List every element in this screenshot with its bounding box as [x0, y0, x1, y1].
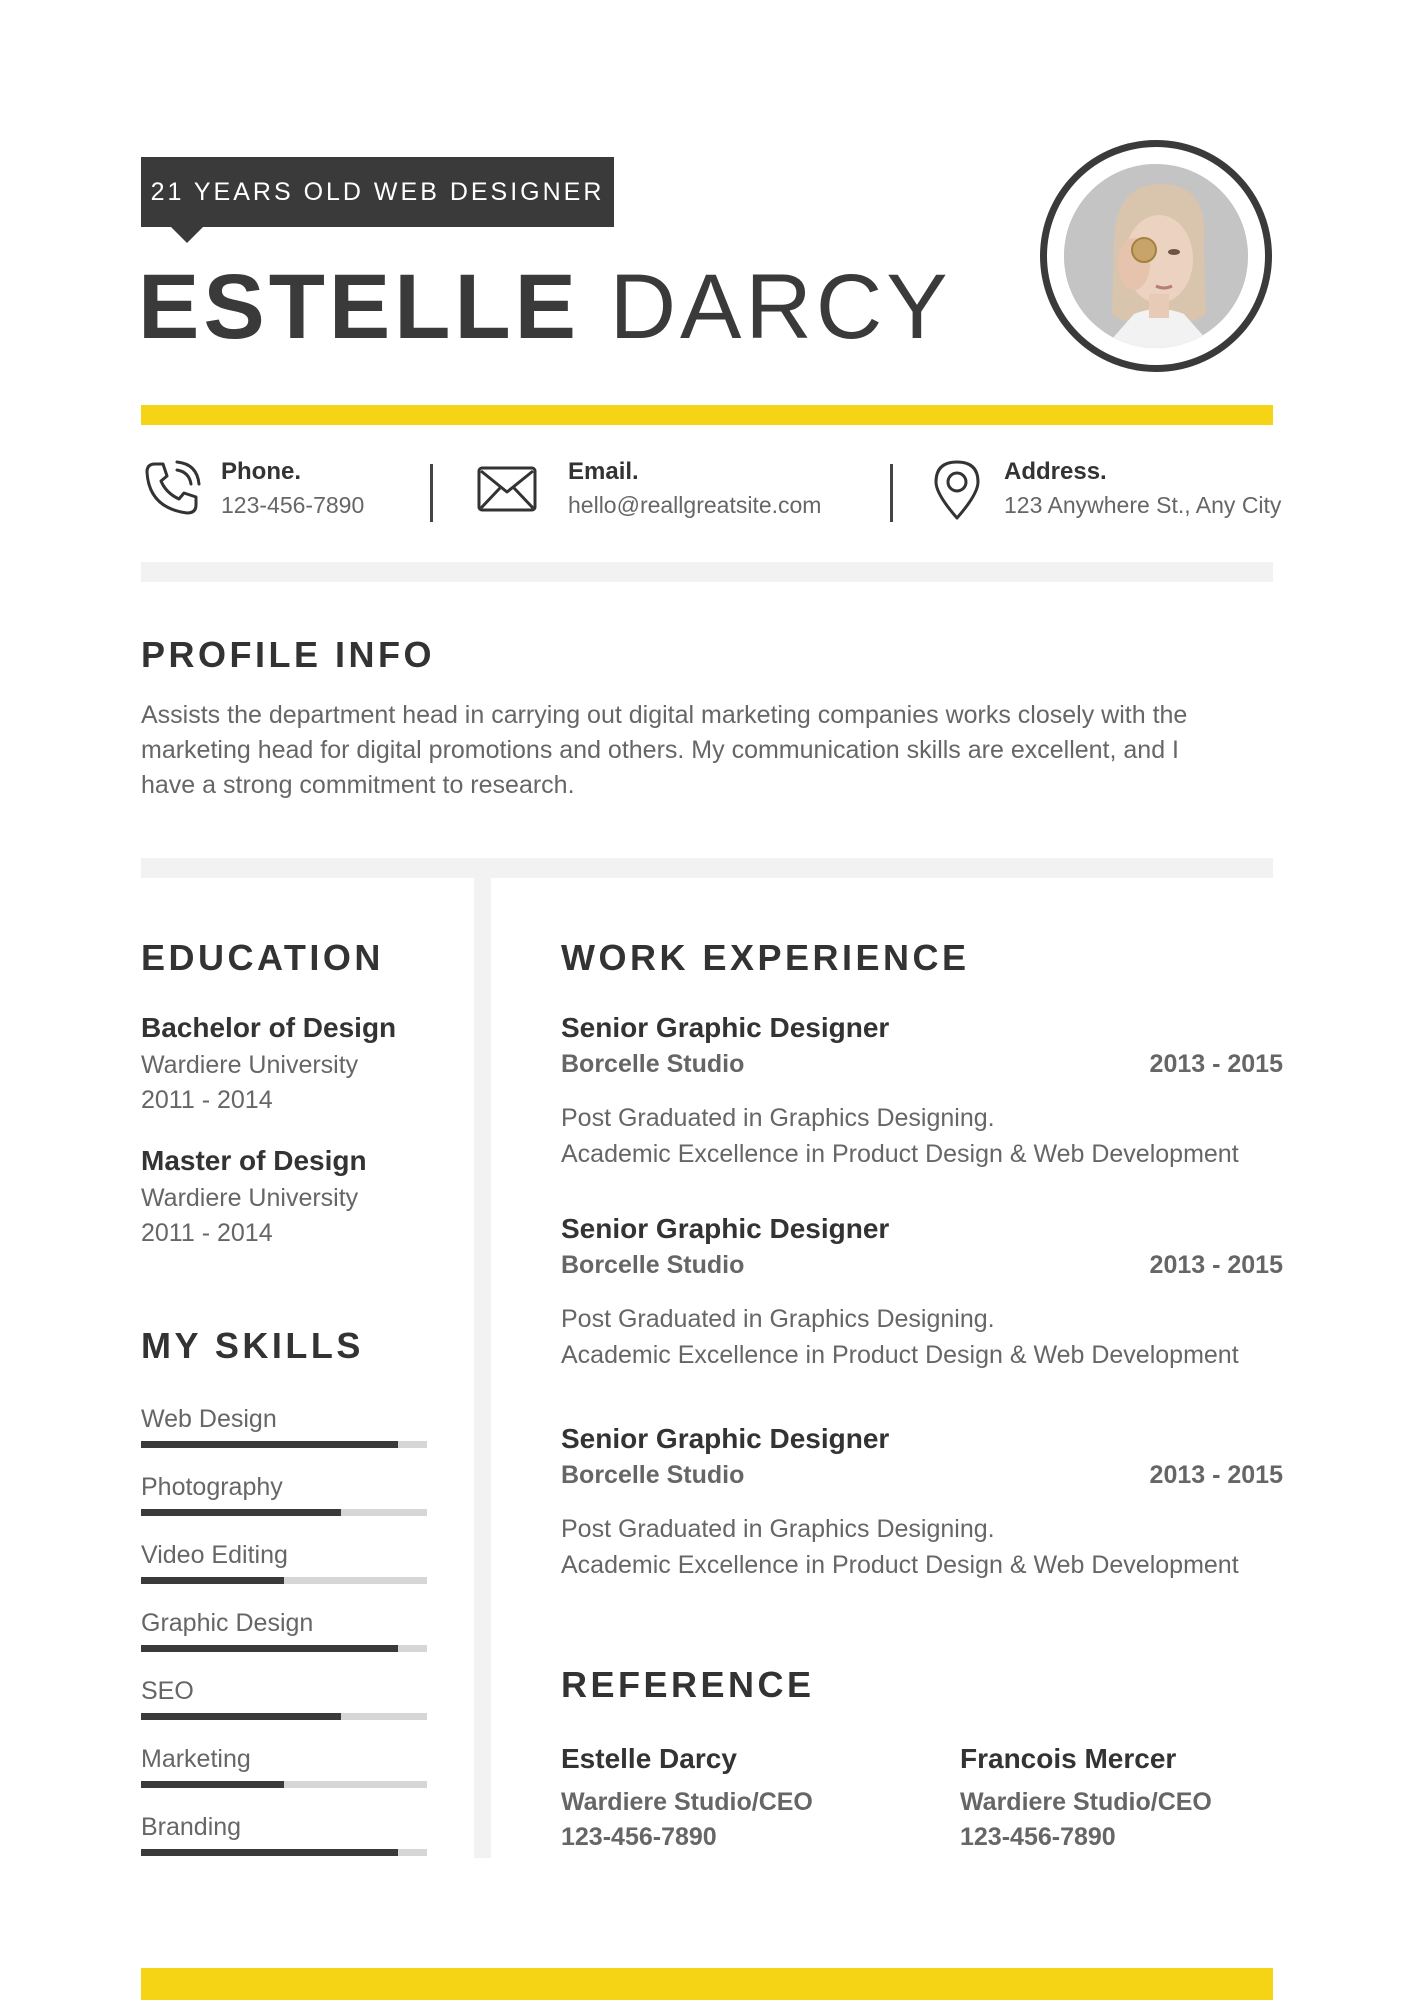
skill-bar-fill: [141, 1713, 341, 1720]
skill-item: [141, 1541, 427, 1584]
education-item: [141, 1012, 396, 1118]
job-description-line: Post Graduated in Graphics Designing.: [561, 1515, 995, 1543]
phone-value: 123-456-7890: [221, 492, 365, 518]
email-value: hello@reallgreatsite.com: [568, 492, 822, 518]
skill-bar: [141, 1509, 427, 1516]
job-company: Borcelle Studio: [561, 1050, 745, 1078]
reference-phone: 123-456-7890: [561, 1823, 717, 1851]
reference-title: REFERENCE: [561, 1664, 815, 1705]
education-title: EDUCATION: [141, 937, 384, 978]
location-pin-icon: [926, 458, 988, 520]
footer-accent-bar: [141, 1968, 1273, 2000]
job-description-line: Academic Excellence in Product Design & Web Development: [561, 1551, 1239, 1579]
job-title: Senior Graphic Designer: [561, 1423, 890, 1454]
job-company: Borcelle Studio: [561, 1251, 745, 1279]
profile-line: Assists the department head in carrying out digital marketing companies works closely with the: [141, 701, 1188, 729]
skill-item: [141, 1677, 427, 1720]
job-description-line: Academic Excellence in Product Design & Web Development: [561, 1341, 1239, 1369]
job-title: Senior Graphic Designer: [561, 1012, 890, 1043]
job-description-line: Academic Excellence in Product Design & Web Development: [561, 1140, 1239, 1168]
education-years: 2011 - 2014: [141, 1086, 273, 1114]
title-tag-pointer: [170, 226, 204, 243]
phone-icon: [141, 458, 203, 520]
skill-bar: [141, 1441, 427, 1448]
contact-phone: [141, 458, 441, 528]
last-name: DARCY: [609, 256, 952, 358]
job-company: Borcelle Studio: [561, 1461, 745, 1489]
skill-item: [141, 1609, 427, 1652]
skill-bar: [141, 1645, 427, 1652]
skill-bar-fill: [141, 1509, 341, 1516]
header-accent-bar: [141, 405, 1273, 425]
skill-bar-fill: [141, 1645, 398, 1652]
skill-bar-fill: [141, 1781, 284, 1788]
skill-item: [141, 1813, 427, 1856]
work-item: [561, 1423, 1283, 1583]
first-name: ESTELLE: [138, 256, 581, 358]
contact-divider: [890, 464, 893, 522]
skill-bar-fill: [141, 1849, 398, 1856]
profile-photo-frame: [1040, 140, 1272, 372]
profile-title: PROFILE INFO: [141, 634, 435, 675]
job-years: 2013 - 2015: [1149, 1461, 1283, 1489]
address-label: Address.: [1004, 458, 1107, 485]
skill-label: Web Design: [141, 1405, 277, 1433]
education-school: Wardiere University: [141, 1184, 359, 1212]
reference-item: [561, 1743, 813, 1855]
skill-label: SEO: [141, 1677, 194, 1705]
address-value: 123 Anywhere St., Any City: [1004, 492, 1282, 518]
skill-label: Video Editing: [141, 1541, 288, 1569]
work-title: WORK EXPERIENCE: [561, 937, 970, 978]
reference-item: [960, 1743, 1212, 1855]
education-degree: Master of Design: [141, 1145, 367, 1176]
job-years: 2013 - 2015: [1149, 1251, 1283, 1279]
title-tag: [141, 157, 614, 227]
job-description-line: Post Graduated in Graphics Designing.: [561, 1305, 995, 1333]
skill-bar-fill: [141, 1577, 284, 1584]
skill-bar: [141, 1713, 427, 1720]
job-title: Senior Graphic Designer: [561, 1213, 890, 1244]
work-item: [561, 1012, 1283, 1172]
profile-line: have a strong commitment to research.: [141, 771, 575, 799]
education-degree: Bachelor of Design: [141, 1012, 397, 1043]
skills-title: MY SKILLS: [141, 1325, 364, 1366]
reference-name: Estelle Darcy: [561, 1743, 737, 1774]
skill-bar: [141, 1577, 427, 1584]
skill-label: Branding: [141, 1813, 242, 1841]
skill-item: [141, 1473, 427, 1516]
profile-photo: [1064, 164, 1248, 348]
contact-divider: [430, 464, 433, 522]
skill-label: Photography: [141, 1473, 283, 1501]
profile-text: [141, 698, 1281, 803]
education-years: 2011 - 2014: [141, 1219, 273, 1247]
profile-line: marketing head for digital promotions and others. My communication skills are excellent, and I: [141, 736, 1180, 764]
contact-address: [926, 458, 1286, 528]
job-description-line: Post Graduated in Graphics Designing.: [561, 1104, 995, 1132]
contact-email: [476, 458, 876, 528]
title-tag-text: 21 YEARS OLD WEB DESIGNER: [150, 177, 605, 206]
skill-bar: [141, 1781, 427, 1788]
phone-label: Phone.: [221, 458, 302, 485]
skill-bar-fill: [141, 1441, 398, 1448]
skill-item: [141, 1745, 427, 1788]
skill-item: [141, 1405, 427, 1448]
reference-name: Francois Mercer: [960, 1743, 1177, 1774]
skill-label: Marketing: [141, 1745, 251, 1773]
skill-bar: [141, 1849, 427, 1856]
education-school: Wardiere University: [141, 1051, 359, 1079]
reference-phone: 123-456-7890: [960, 1823, 1116, 1851]
column-divider: [474, 876, 491, 1858]
education-item: [141, 1145, 367, 1251]
reference-role: Wardiere Studio/CEO: [561, 1788, 813, 1816]
section-divider: [141, 858, 1273, 878]
job-years: 2013 - 2015: [1149, 1050, 1283, 1078]
envelope-icon: [476, 458, 538, 520]
full-name: [138, 252, 952, 362]
reference-role: Wardiere Studio/CEO: [960, 1788, 1212, 1816]
section-divider: [141, 562, 1273, 582]
email-label: Email.: [568, 458, 639, 485]
skill-label: Graphic Design: [141, 1609, 314, 1637]
work-item: [561, 1213, 1283, 1373]
